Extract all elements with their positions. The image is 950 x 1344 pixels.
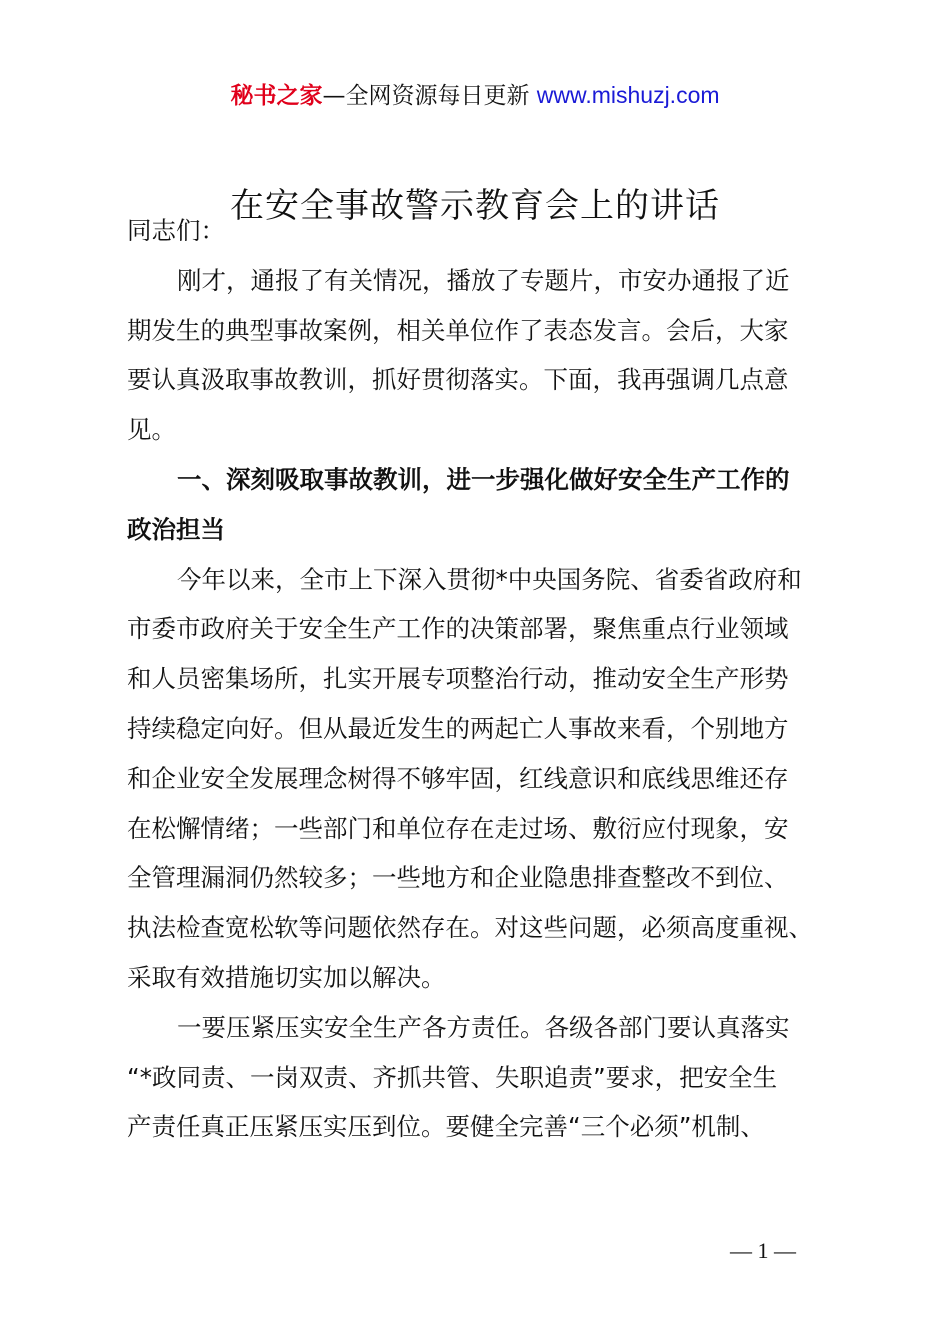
- body-line: 见。: [127, 415, 176, 445]
- body-line: 一要压紧压实安全生产各方责任。各级各部门要认真落实: [177, 1012, 790, 1042]
- body-line: 和企业安全发展理念树得不够牢固，红线意识和底线思维还存: [127, 763, 789, 793]
- site-tagline: —全网资源每日更新: [322, 83, 530, 109]
- section-heading: 一、深刻吸取事故教训，进一步强化做好安全生产工作的: [177, 464, 790, 494]
- body-line: 持续稳定向好。但从最近发生的两起亡人事故来看，个别地方: [127, 713, 789, 743]
- site-header: [0, 78, 950, 113]
- document-body: [127, 206, 847, 1152]
- section-heading: 政治担当: [127, 514, 225, 544]
- body-line: 要认真汲取事故教训，抓好贯彻落实。下面，我再强调几点意: [127, 365, 789, 395]
- body-line: 期发生的典型事故案例，相关单位作了表态发言。会后，大家: [127, 315, 789, 345]
- body-line: 今年以来，全市上下深入贯彻*中央国务院、省委省政府和: [177, 564, 802, 594]
- site-brand: 秘书之家: [230, 83, 323, 109]
- page-number: — 1 —: [730, 1238, 796, 1263]
- document-title: 在安全事故警示教育会上的讲话: [230, 186, 720, 226]
- body-line: 和人员密集场所，扎实开展专项整治行动，推动安全生产形势: [127, 664, 789, 694]
- body-line: 执法检查宽松软等问题依然存在。对这些问题，必须高度重视、: [127, 913, 813, 943]
- body-line: 产责任真正压紧压实压到位。要健全完善“三个必须”机制、: [127, 1112, 765, 1142]
- site-url[interactable]: www.mishuzj.com: [536, 82, 720, 108]
- body-line: 采取有效措施切实加以解决。: [127, 962, 446, 992]
- body-line: “*政同责、一岗双责、齐抓共管、失职追责”要求，把安全生: [127, 1062, 778, 1092]
- body-line: 市委市政府关于安全生产工作的决策部署，聚焦重点行业领域: [127, 614, 789, 644]
- body-line: 刚才，通报了有关情况，播放了专题片，市安办通报了近: [177, 265, 790, 295]
- body-line: 全管理漏洞仍然较多；一些地方和企业隐患排查整改不到位、: [127, 863, 789, 893]
- salutation: 同志们：: [127, 216, 225, 245]
- body-line: 在松懈情绪；一些部门和单位存在走过场、敷衍应付现象，安: [127, 813, 789, 843]
